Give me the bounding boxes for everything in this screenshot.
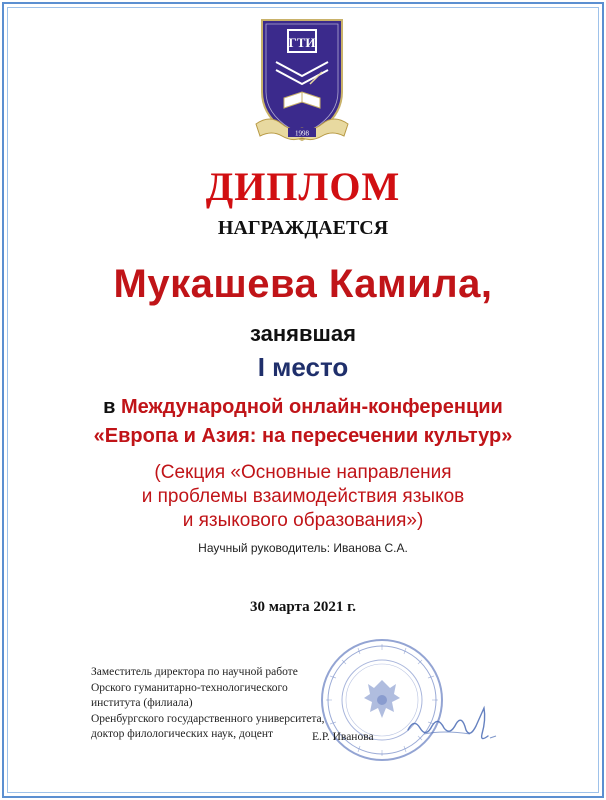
occupied-label: занявшая	[250, 321, 356, 346]
signatory-line-3: института (филиала)	[91, 697, 193, 709]
section-line-2: и проблемы взаимодействия языков	[141, 486, 465, 507]
diploma-title: ДИПЛОМ	[205, 164, 401, 209]
signatory-line-1: Заместитель директора по научной работе	[91, 666, 298, 678]
conference-preposition: в	[103, 396, 116, 418]
award-date: 30 марта 2021 г.	[250, 599, 356, 615]
signatory-line-2: Орского гуманитарно-технологического	[91, 681, 288, 694]
signatory-line-4: Оренбургского государственного университета,	[91, 712, 325, 725]
place-label: I место	[257, 352, 349, 382]
institute-logo	[252, 14, 352, 154]
section-line-3: и языкового образования»)	[182, 510, 424, 531]
section-line-1: (Секция «Основные направления	[154, 462, 452, 483]
logo-letters: ГТИ	[288, 35, 316, 50]
conference-name-1: Международной онлайн-конференции	[121, 396, 503, 418]
recipient-name: Мукашева Камила,	[113, 262, 493, 306]
supervisor-line: Научный руководитель: Иванова С.А.	[198, 541, 408, 555]
conference-line-1	[0, 396, 606, 419]
signatory-name: Е.Р. Иванова	[312, 731, 374, 743]
conference-name-2: «Европа и Азия: на пересечении культур»	[93, 425, 513, 447]
awarded-label: НАГРАЖДАЕТСЯ	[217, 217, 389, 239]
signatory-line-5: доктор филологических наук, доцент	[91, 728, 274, 740]
logo-year: 1998	[295, 129, 309, 138]
handwritten-signature	[404, 700, 500, 748]
